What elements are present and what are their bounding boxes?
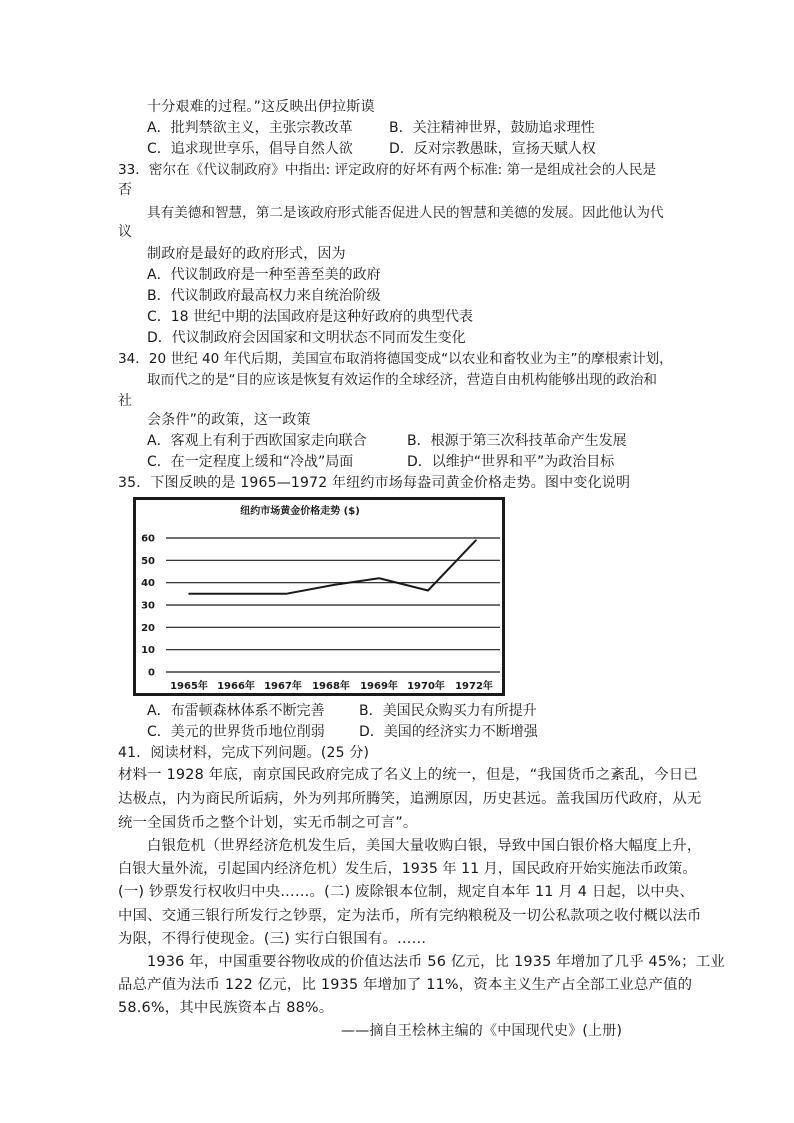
data-point	[333, 584, 335, 586]
q41-material2-line-2: 白银大量外流，引起国内经济危机）发生后，1935 年 11 月，国民政府开始实施法币政策。	[118, 861, 697, 877]
y-tick-label: 50	[141, 555, 155, 567]
gold-price-chart-svg	[136, 500, 502, 693]
q41-material3-line-1: 1936 年，中国重要谷物收成的价值达法币 56 亿元，比 1935 年增加了几乎 45%；工业	[147, 954, 725, 970]
q34-stem-line-3: 社	[118, 393, 133, 409]
gold-price-line	[189, 540, 476, 594]
chart-y-ticks	[141, 534, 155, 679]
chart-x-ticks	[170, 679, 493, 692]
q34-option-b: B．根源于第三次科技革命产生发展	[407, 433, 627, 449]
q34-stem-line-4: 会条件”的政策，这一政策	[147, 412, 311, 428]
q35-option-d: D．美国的经济实力不断增强	[359, 724, 538, 740]
q41-material2-line-4: 中国、交通三银行所发行之钞票，定为法币，所有完纳粮税及一切公私款项之收付概以法币	[118, 908, 702, 924]
q34-stem-line-1: 34．20 世纪 40 年代后期，美国宣布取消将德国变成“以农业和畜牧业为主”的摩根索计划，	[118, 351, 673, 367]
q33-option-b: B．代议制政府最高权力来自统治阶级	[147, 288, 381, 304]
y-tick-label: 60	[141, 533, 155, 545]
q41-title: 41．阅读材料，完成下列问题。(25 分)	[118, 745, 370, 761]
x-tick-label: 1972年	[455, 681, 493, 692]
y-tick-label: 40	[141, 578, 155, 590]
x-tick-label: 1969年	[360, 681, 398, 692]
y-tick-label: 20	[141, 622, 155, 634]
q41-material3-line-3: 58.6%，其中民族资本占 88%。	[118, 1000, 334, 1016]
q41-material2-line-3: (一) 钞票发行权收归中央……。(二) 废除银本位制，规定自本年 11 月 4 日起，以中央、	[118, 884, 695, 900]
data-point	[235, 593, 237, 595]
q32-stem-tail: 十分艰难的过程。”这反映出伊拉斯谟	[147, 99, 375, 115]
y-tick-label: 0	[148, 667, 155, 679]
q33-option-c: C．18 世纪中期的法国政府是这种好政府的典型代表	[147, 309, 474, 325]
q33-option-a: A．代议制政府是一种至善至美的政府	[147, 267, 381, 283]
data-point	[188, 593, 190, 595]
q35-stem: 35．下图反映的是 1965—1972 年纽约市场每盎司黄金价格走势。图中变化说明	[118, 475, 631, 491]
q35-option-c: C．美元的世界货币地位削弱	[147, 724, 325, 740]
x-tick-label: 1965年	[170, 681, 208, 692]
q33-stem-line-4: 议	[118, 224, 133, 240]
q33-stem-line-3: 具有美德和智慧，第二是该政府形式能否促进人民的智慧和美德的发展。因此他认为代	[147, 205, 664, 221]
q41-material2-line-1: 白银危机（世界经济危机发生后，美国大量收购白银，导致中国白银价格大幅度上升，	[147, 838, 702, 854]
q32-option-c: C．追求现世享乐，倡导自然人欲	[147, 141, 353, 157]
q41-material3-line-2: 品总产值为法币 122 亿元，比 1935 年增加了 11%，资本主义生产占全部工业总产值的	[118, 977, 693, 993]
q41-material2-line-5: 为限，不得行使现金。(三) 实行白银国有。……	[118, 931, 427, 947]
x-tick-label: 1970年	[407, 681, 445, 692]
q41-material1-line-2: 达极点，内为商民所诟病，外为列邦所腾笑，追溯原因，历史甚远。盖我国历代政府，从无	[118, 791, 702, 807]
q33-stem-line-1: 33．密尔在《代议制政府》中指出: 评定政府的好坏有两个标准: 第一是组成社会的人民是	[118, 162, 657, 178]
q41-material1-line-3: 统一全国货币之整个计划，实无币制之可言”。	[118, 815, 418, 831]
data-point	[475, 539, 477, 541]
q35-option-a: A．布雷顿森林体系不断完善	[147, 703, 325, 719]
q32-option-b: B．关注精神世界，鼓励追求理性	[389, 120, 595, 136]
q33-option-d: D．代议制政府会因国家和文明状态不同而发生变化	[147, 330, 466, 346]
x-tick-label: 1966年	[217, 681, 255, 692]
q34-option-a: A．客观上有利于西欧国家走向联合	[147, 433, 367, 449]
q33-stem-line-2: 否	[118, 182, 133, 198]
chart-gridlines	[166, 538, 500, 672]
data-point	[285, 593, 287, 595]
x-tick-label: 1968年	[312, 681, 350, 692]
gold-price-chart	[133, 497, 505, 696]
chart-title: 纽约市场黄金价格走势 ($)	[240, 506, 360, 517]
q34-stem-line-2: 取而代之的是“目的应该是恢复有效运作的全球经济，营造自由机构能够出现的政治和	[147, 372, 658, 388]
q33-stem-line-5: 制政府是最好的政府形式，因为	[147, 246, 346, 262]
chart-series	[188, 539, 477, 594]
data-point	[378, 577, 380, 579]
q35-option-b: B．美国民众购买力有所提升	[359, 703, 537, 719]
q41-source: ——摘自王桧林主编的《中国现代史》(上册)	[341, 1023, 623, 1039]
data-point	[427, 590, 429, 592]
q34-option-d: D．以维护“世界和平”为政治目标	[407, 454, 615, 470]
q41-material1-line-1: 材料一 1928 年底，南京国民政府完成了名义上的统一，但是，“我国货币之紊乱，今日已	[118, 767, 698, 783]
y-tick-label: 30	[141, 600, 155, 612]
y-tick-label: 10	[141, 645, 155, 657]
q32-option-d: D．反对宗教愚昧，宣扬天赋人权	[389, 141, 596, 157]
x-tick-label: 1967年	[264, 681, 302, 692]
q32-option-a: A．批判禁欲主义，主张宗教改革	[147, 120, 353, 136]
q34-option-c: C．在一定程度上缓和“冷战”局面	[147, 454, 354, 470]
